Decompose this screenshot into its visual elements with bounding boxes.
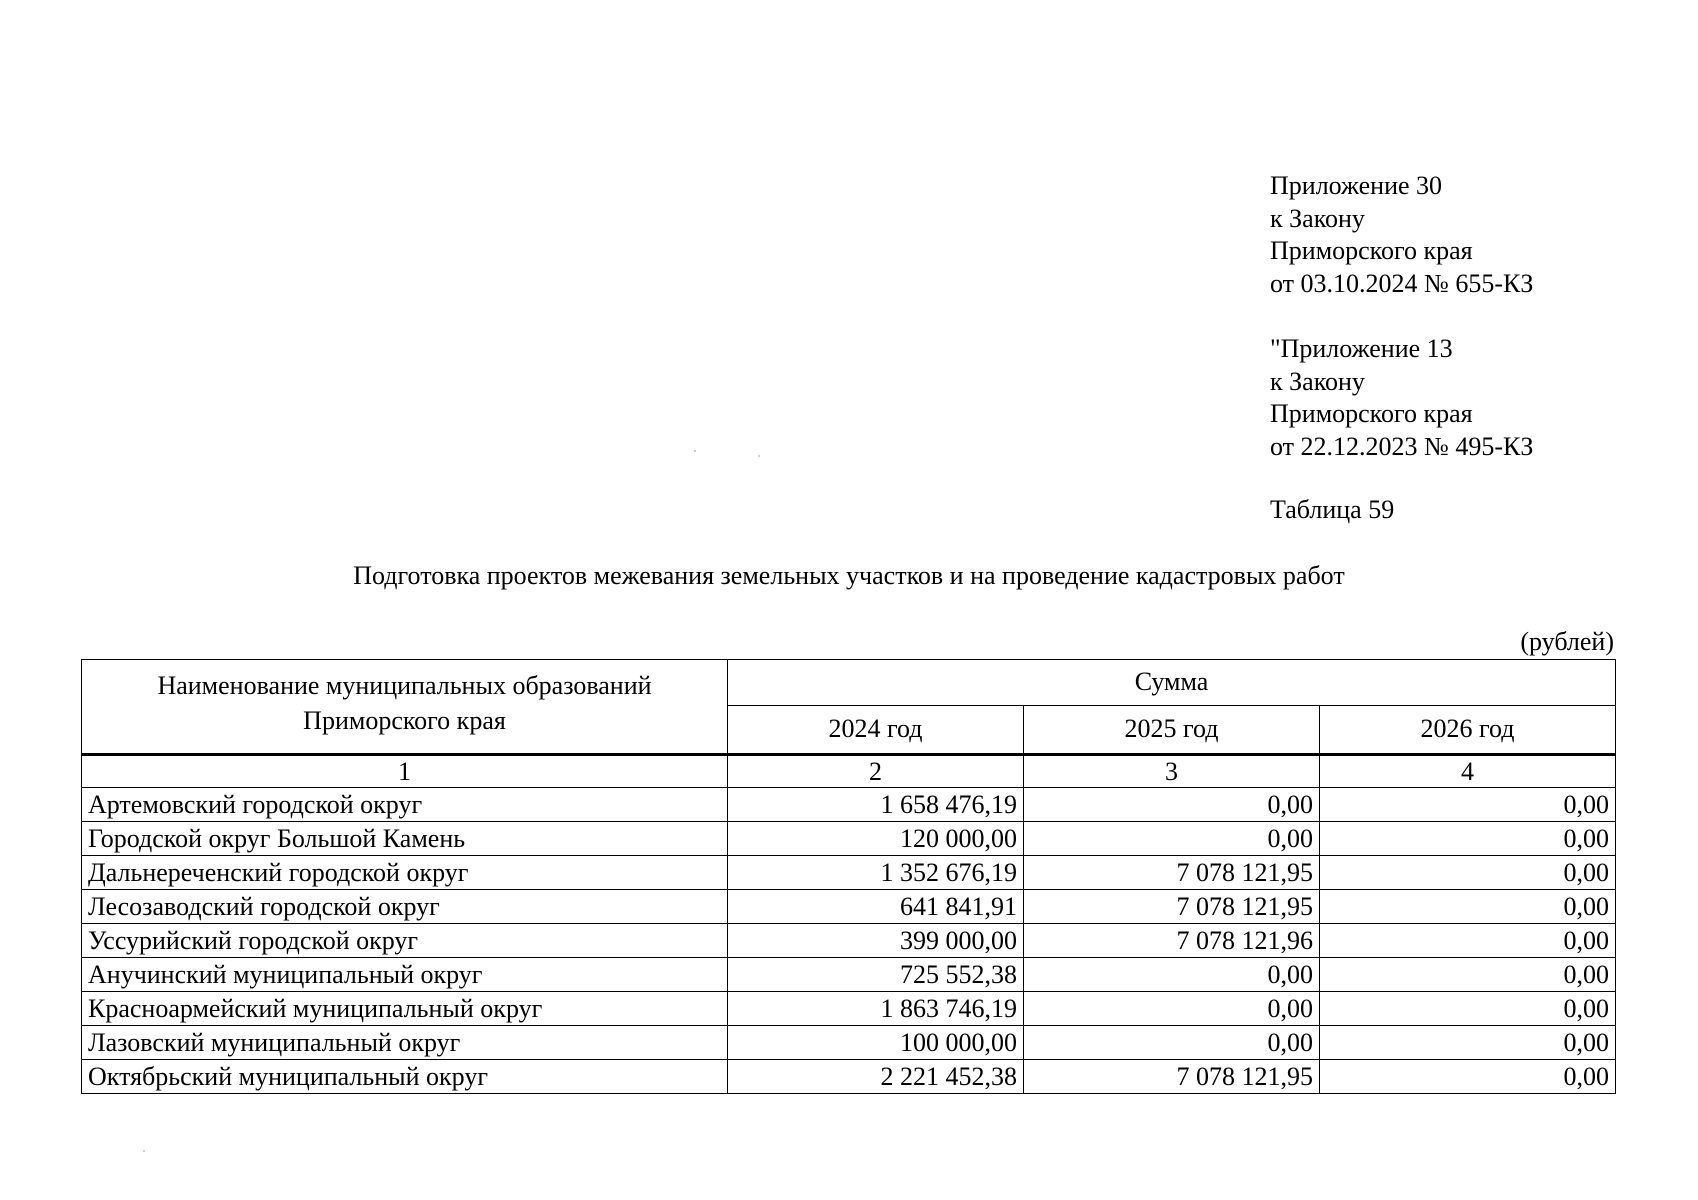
header-year-2026: 2026 год — [1320, 705, 1616, 754]
annex-line: Приложение 30 — [1270, 171, 1443, 200]
amount-2025: 0,00 — [1024, 1026, 1320, 1060]
amount-2026: 0,00 — [1320, 992, 1616, 1026]
municipality-name: Лесозаводский городской округ — [82, 890, 728, 924]
amount-2026: 0,00 — [1320, 890, 1616, 924]
header-name-text: Наименование муниципальных образований Приморского края — [157, 671, 652, 735]
amount-2024: 2 221 452,38 — [728, 1060, 1024, 1094]
table-row — [82, 1060, 1616, 1094]
table-row — [82, 856, 1616, 890]
amount-2026: 0,00 — [1320, 924, 1616, 958]
municipality-name: Артемовский городской округ — [82, 788, 728, 822]
annex-line: от 22.12.2023 № 495-КЗ — [1270, 431, 1534, 461]
table-row — [82, 890, 1616, 924]
budget-table — [81, 659, 1616, 1094]
municipality-name: Дальнереченский городской округ — [82, 856, 728, 890]
amount-2026: 0,00 — [1320, 1026, 1616, 1060]
table-row — [82, 822, 1616, 856]
amount-2024: 120 000,00 — [728, 822, 1024, 856]
header-year-2024: 2024 год — [728, 705, 1024, 754]
table-row — [82, 1026, 1616, 1060]
amount-2025: 0,00 — [1024, 992, 1320, 1026]
units-label: (рублей) — [1520, 627, 1614, 656]
annex-line: "Приложение 13 — [1270, 334, 1453, 363]
amount-2025: 0,00 — [1024, 788, 1320, 822]
amount-2025: 0,00 — [1024, 822, 1320, 856]
table-row — [82, 992, 1616, 1026]
municipality-name: Лазовский муниципальный округ — [82, 1026, 728, 1060]
municipality-name: Городской округ Большой Камень — [82, 822, 728, 856]
scan-speck — [758, 455, 760, 457]
annex-line: Приморского края — [1270, 399, 1473, 428]
column-number: 2 — [728, 755, 1024, 788]
table-row — [82, 788, 1616, 822]
amount-2024: 641 841,91 — [728, 890, 1024, 924]
annex-line: от 03.10.2024 № 655-КЗ — [1270, 268, 1534, 298]
amount-2026: 0,00 — [1320, 856, 1616, 890]
table-row — [82, 958, 1616, 992]
header-sum: Сумма — [728, 660, 1616, 706]
amount-2026: 0,00 — [1320, 958, 1616, 992]
municipality-name: Октябрьский муниципальный округ — [82, 1060, 728, 1094]
amount-2024: 1 352 676,19 — [728, 856, 1024, 890]
annex-line: Приморского края — [1270, 236, 1473, 265]
amount-2025: 7 078 121,96 — [1024, 924, 1320, 958]
annex-header-amended — [1270, 333, 1533, 463]
annex-line: к Закону — [1270, 203, 1365, 233]
header-municipality-name — [82, 660, 728, 755]
column-number: 3 — [1024, 755, 1320, 788]
annex-line: к Закону — [1270, 366, 1365, 396]
column-number: 4 — [1320, 755, 1616, 788]
amount-2024: 1 658 476,19 — [728, 788, 1024, 822]
amount-2025: 7 078 121,95 — [1024, 1060, 1320, 1094]
amount-2026: 0,00 — [1320, 1060, 1616, 1094]
municipality-name: Уссурийский городской округ — [82, 924, 728, 958]
amount-2026: 0,00 — [1320, 822, 1616, 856]
table-number: Таблица 59 — [1270, 495, 1395, 524]
amount-2024: 725 552,38 — [728, 958, 1024, 992]
header-year-2025: 2025 год — [1024, 705, 1320, 754]
municipality-name: Красноармейский муниципальный округ — [82, 992, 728, 1026]
scan-speck — [143, 1150, 145, 1152]
table-row — [82, 924, 1616, 958]
municipality-name: Анучинский муниципальный округ — [82, 958, 728, 992]
amount-2025: 0,00 — [1024, 958, 1320, 992]
document-title: Подготовка проектов межевания земельных участков и на проведение кадастровых работ — [353, 561, 1345, 590]
amount-2025: 7 078 121,95 — [1024, 890, 1320, 924]
amount-2024: 100 000,00 — [728, 1026, 1024, 1060]
amount-2024: 1 863 746,19 — [728, 992, 1024, 1026]
column-number: 1 — [82, 755, 728, 788]
amount-2026: 0,00 — [1320, 788, 1616, 822]
annex-header-current — [1270, 170, 1533, 300]
amount-2024: 399 000,00 — [728, 924, 1024, 958]
amount-2025: 7 078 121,95 — [1024, 856, 1320, 890]
scan-speck — [694, 450, 696, 452]
